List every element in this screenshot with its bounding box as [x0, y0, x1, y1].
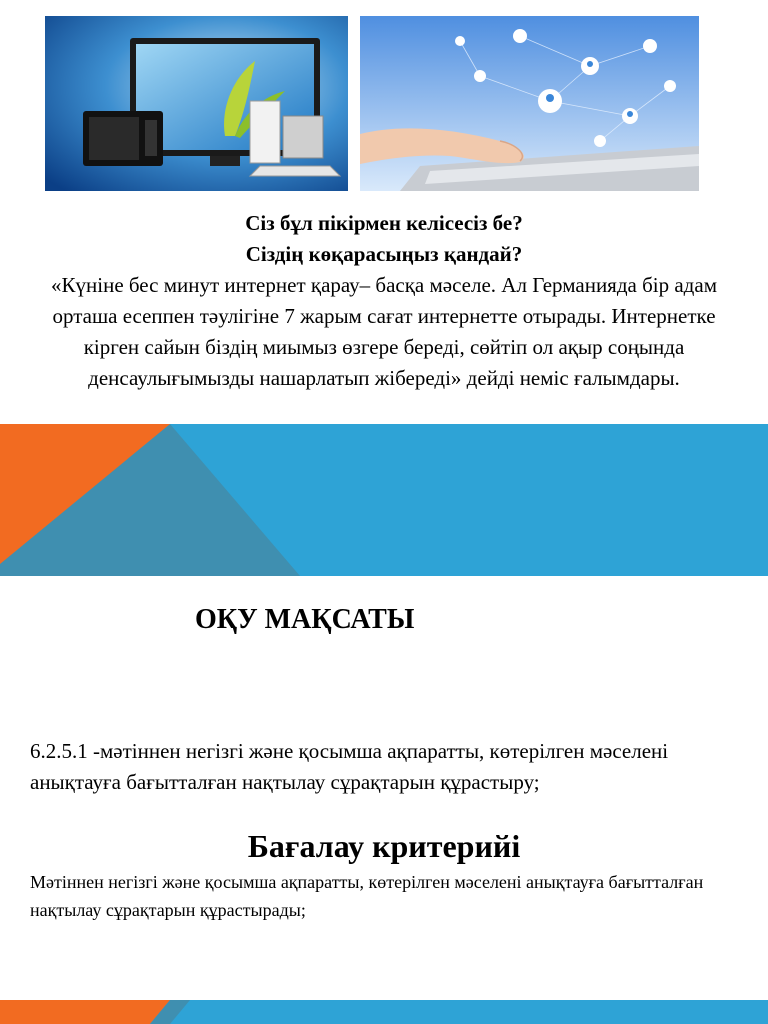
assessment-criteria-title: Бағалау критерийі — [247, 828, 521, 864]
decorative-banner — [0, 424, 768, 576]
question-opinion: Сіздің көқарасыңыз қандай? — [245, 242, 523, 266]
quote-text: «Күніне бес минут интернет қарау– басқа мәселе. Ал Германияда бір адам орташа есеппен тәулігіне 7 жарым сағат интернетте отырады. Интернетке кірген сайын біздің миымыз өзгере береді, сөйтіп ол ақыр соңында денсаулығымызды нашарлатып жібереді» дейді неміс ғалымдары. — [51, 273, 717, 390]
quote-block — [40, 208, 728, 394]
question-agree: Сіз бұл пікірмен келісесіз бе? — [245, 211, 523, 235]
bottom-decorative-bar — [0, 1000, 768, 1024]
learning-goal-title: ОҚУ МАҚСАТЫ — [195, 604, 415, 635]
learning-objective: 6.2.5.1 -мәтіннен негізгі және қосымша ақпаратты, көтерілген мәселені анықтауға бағытталған нақтылау сұрақтарын құрастыру; — [30, 739, 669, 794]
hand-on-laptop-network-image — [360, 16, 699, 191]
assessment-criteria-text: Мәтіннен негізгі және қосымша ақпаратты, көтерілген мәселені анықтауға бағытталған нақтылау сұрақтарын құрастырады; — [30, 872, 704, 920]
computer-devices-image — [45, 16, 348, 191]
